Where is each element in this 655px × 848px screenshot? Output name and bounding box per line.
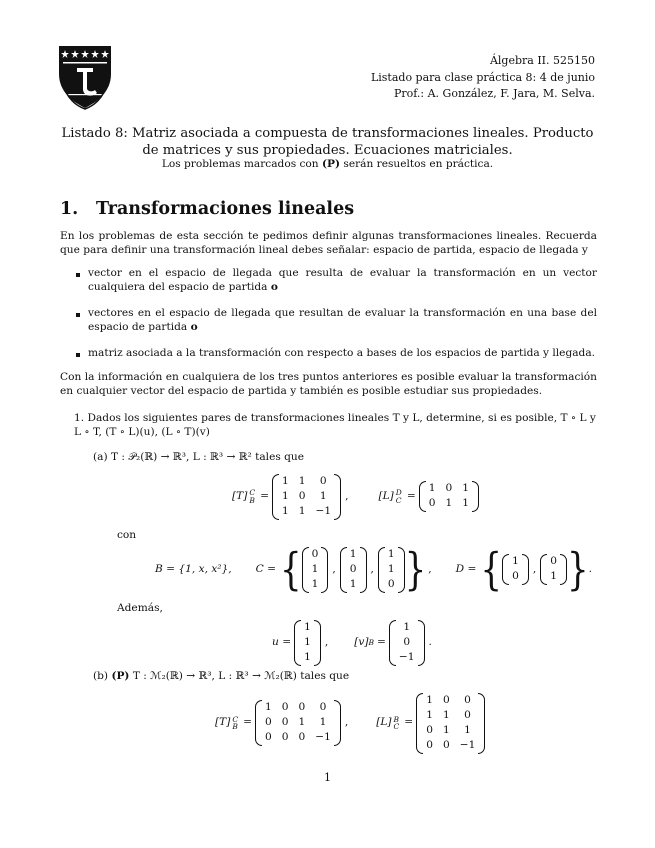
matrix-cell: −1 — [398, 650, 415, 663]
vector-entry: 1 — [387, 548, 395, 560]
vector-entry: 1 — [512, 555, 519, 568]
part-b-label: (b) — [93, 670, 109, 682]
matrix-cell: 0 — [428, 497, 436, 510]
u-label: u = — [272, 635, 292, 648]
v-vector — [389, 620, 425, 666]
matrix-cell: 0 — [426, 738, 433, 751]
matrix-cell: 1 — [304, 650, 311, 663]
matrix-cell: 0 — [298, 701, 306, 714]
bases-definition: B = {1, x, x²}, C = { 0 1 1 , 1 0 1 , 1 1 0 } , D = { 1 0 , 0 1 } . — [155, 543, 592, 596]
matrix-cell: 1 — [442, 708, 450, 721]
matrix-cell: 0 — [298, 489, 306, 502]
bullet-list — [60, 267, 597, 373]
u-v-vectors: u = 1 1 1 , [v] B = 1 0 −1 . — [272, 620, 432, 666]
column-vector — [502, 554, 529, 585]
v-sub: B — [368, 638, 374, 647]
matrix-cell: 1 — [304, 621, 311, 633]
basis-C-label: C = — [255, 562, 277, 575]
T-sub: B — [249, 495, 255, 505]
part-a-statement — [93, 451, 304, 465]
con-label: con — [117, 529, 137, 541]
vector-entry: 1 — [311, 577, 319, 590]
matrix-cell: 1 — [319, 716, 327, 729]
matrix-cell: 1 — [264, 701, 272, 714]
L-matrix-b — [416, 693, 485, 754]
problem-1 — [74, 412, 597, 440]
intro-paragraph: En los problemas de esta sección te pedimos definir algunas transformaciones lineales. Recuerda que para definir una transformación lineal debes señalar: espacio de partida, espacio de llegada y — [60, 230, 597, 256]
matrix-cell: −1 — [459, 738, 476, 751]
matrix-cell: 1 — [298, 504, 306, 517]
vector-entry: 0 — [512, 570, 519, 583]
matrix-cell: −1 — [315, 504, 332, 517]
column-vector — [378, 547, 405, 593]
vector-entry: 0 — [387, 577, 395, 590]
list-item — [60, 267, 597, 295]
T-matrix-b — [255, 700, 341, 746]
part-b-matrices: [T] C B = 1 0 0 0 0 0 1 1 0 0 0 −1 , [L] B C = 1 0 0 1 1 0 0 1 1 0 0 −1 — [215, 693, 485, 754]
section-title: Transformaciones lineales — [96, 199, 355, 219]
equals: = — [404, 716, 414, 729]
equals: = — [243, 716, 252, 729]
equals: = — [376, 635, 386, 648]
L-sub: C — [393, 722, 400, 732]
L-matrix-label: [L] — [376, 716, 392, 729]
matrix-cell: 1 — [281, 504, 289, 517]
basis-D-label: D = — [455, 562, 477, 575]
page-number: 1 — [324, 771, 331, 784]
course-code: Álgebra II. 525150 — [489, 54, 595, 67]
vector-entry: 1 — [311, 562, 319, 575]
column-vector — [340, 547, 367, 593]
matrix-cell: 1 — [304, 635, 311, 648]
subtitle-before: Los problemas marcados con — [161, 158, 319, 170]
T-sup: C — [232, 714, 239, 724]
matrix-cell: 1 — [281, 475, 289, 487]
equals: = — [260, 489, 269, 502]
document-subtitle — [60, 158, 595, 172]
part-a-text: T : 𝒫₂(ℝ) → ℝ³, L : ℝ³ → ℝ² tales que — [110, 451, 305, 463]
ademas-label: Además, — [117, 602, 163, 614]
part-a-matrices — [232, 474, 479, 520]
problem-number: 1. — [74, 412, 85, 424]
L-matrix — [419, 481, 479, 512]
matrix-cell: 0 — [264, 731, 272, 744]
part-b-text: T : ℳ₂(ℝ) → ℝ³, L : ℝ³ → ℳ₂(ℝ) tales que — [132, 670, 350, 682]
subtitle-mark: (P) — [322, 158, 341, 170]
vector-entry: 1 — [387, 562, 395, 575]
L-sub: C — [395, 495, 402, 505]
university-crest-logo — [57, 44, 113, 110]
matrix-cell: 0 — [464, 708, 471, 721]
matrix-cell: 0 — [281, 716, 289, 729]
L-sup: D — [395, 488, 402, 498]
part-a-label: (a) — [93, 451, 108, 463]
matrix-cell: 0 — [464, 694, 471, 706]
vector-entry: 0 — [349, 562, 357, 575]
matrix-cell: 1 — [319, 489, 327, 502]
course-header — [371, 53, 595, 103]
matrix-cell: 1 — [442, 723, 450, 736]
matrix-cell: 1 — [298, 716, 306, 729]
matrix-cell: 1 — [298, 475, 306, 487]
matrix-cell: 1 — [403, 621, 411, 633]
vector-entry: 0 — [311, 548, 319, 560]
bullet-tail: o — [270, 280, 278, 293]
L-matrix-label: [L] — [378, 489, 394, 502]
L-sup: B — [393, 714, 400, 724]
list-item — [60, 307, 597, 335]
T-matrix-label: [T] — [215, 716, 231, 729]
matrix-cell: 0 — [319, 475, 327, 487]
matrix-cell: −1 — [315, 731, 331, 744]
T-sub: B — [232, 722, 238, 732]
section-heading — [60, 198, 354, 221]
matrix-cell: 0 — [426, 723, 433, 736]
T-sup: C — [249, 488, 256, 498]
matrix-cell: 1 — [426, 708, 433, 721]
basis-B: B = {1, x, x²}, — [155, 562, 232, 575]
bullet-text: vector en el espacio de llegada que resulta de evaluar la transformación en un vector cualquiera del espacio de partida — [88, 267, 597, 293]
column-vector — [302, 547, 329, 593]
matrix-cell: 1 — [464, 723, 471, 736]
vector-entry: 1 — [349, 577, 357, 590]
part-b-mark: (P) — [111, 670, 130, 682]
matrix-cell: 1 — [281, 489, 289, 502]
T-matrix-label: [T] — [232, 489, 248, 502]
matrix-cell: 1 — [445, 497, 453, 510]
matrix-cell: 0 — [442, 694, 450, 706]
paragraph-2: Con la información en cualquiera de los tres puntos anteriores es posible evaluar la transformación en cualquier vector del espacio de partida y también es posible estudiar sus propiedades. — [60, 371, 597, 397]
matrix-cell: 0 — [442, 738, 450, 751]
matrix-cell: 1 — [462, 497, 469, 510]
u-vector — [294, 620, 321, 666]
matrix-cell: 1 — [426, 694, 433, 706]
section-number: 1. — [60, 199, 79, 219]
matrix-cell: 0 — [445, 482, 453, 495]
document-title: Listado 8: Matriz asociada a compuesta de transformaciones lineales. Producto de matrices y sus propiedades. Ecuaciones matriciales. — [61, 126, 594, 158]
matrix-cell: 0 — [319, 701, 327, 714]
matrix-cell: 1 — [428, 482, 436, 495]
part-b-statement — [93, 670, 349, 684]
T-matrix — [272, 474, 341, 520]
professors: Prof.: A. González, F. Jara, M. Selva. — [393, 87, 595, 100]
matrix-cell: 1 — [462, 482, 469, 495]
v-label: [v] — [354, 635, 369, 648]
problem-text: Dados los siguientes pares de transformaciones lineales T y L, determine, si es posible, T ∘ L y L ∘ T, (T ∘ L)(u), (L ∘ T)(v) — [74, 412, 596, 438]
bullet-text: vectores en el espacio de llegada que resultan de evaluar la transformación en una base del espacio de partida — [88, 306, 597, 333]
period: . — [428, 635, 432, 648]
matrix-cell: 0 — [298, 731, 306, 744]
matrix-cell: 0 — [281, 701, 289, 714]
vector-entry: 0 — [550, 555, 557, 568]
column-vector — [540, 554, 567, 585]
equals: = — [406, 489, 416, 502]
subtitle-after: serán resueltos en práctica. — [343, 158, 494, 170]
comma: , — [345, 489, 349, 502]
bullet-text: matriz asociada a la transformación con respecto a bases de los espacios de partida y llegada. — [88, 346, 596, 359]
vector-entry: 1 — [349, 548, 357, 560]
matrix-cell: 0 — [403, 635, 411, 648]
basis-C-vectors: 0 1 1 , 1 0 1 , 1 1 0 — [302, 547, 405, 593]
class-date: Listado para clase práctica 8: 4 de junio — [370, 70, 595, 84]
matrix-cell: 0 — [281, 731, 289, 744]
matrix-cell: 0 — [264, 716, 272, 729]
list-item — [60, 347, 597, 361]
basis-D-vectors: 1 0 , 0 1 — [502, 554, 567, 585]
bullet-tail: o — [190, 320, 198, 333]
vector-entry: 1 — [550, 570, 557, 583]
